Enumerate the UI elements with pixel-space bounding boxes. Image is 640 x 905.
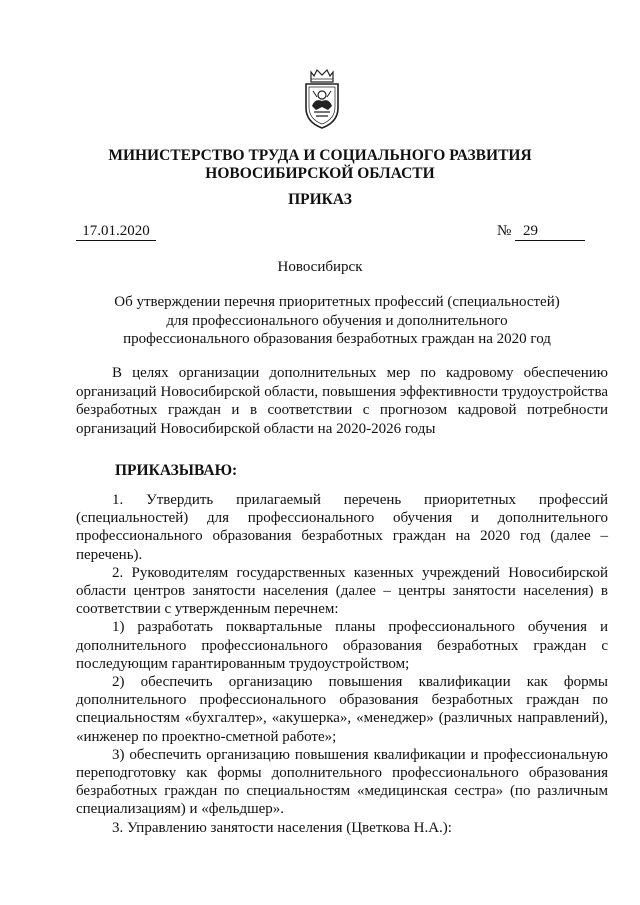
coat-of-arms-icon bbox=[302, 66, 342, 130]
order-item: 2. Руководителям государственных казенных учреждений Новосибирской области центров занятости населения (далее – центры занятости населения) в соответствии с утвержденным перечнем: bbox=[76, 564, 608, 618]
document-subject: Об утверждении перечня приоритетных профессий (специальностей) для профессионального обучения и дополнительного профессионального образования безработных граждан на 2020 год bbox=[114, 294, 560, 347]
order-items bbox=[76, 491, 608, 837]
order-item: 1) разработать поквартальные планы профессионального обучения и дополнительного профессионального образования безработных граждан с последующим гарантированным трудоустройством; bbox=[76, 619, 608, 672]
document-date: 17.01.2020 bbox=[76, 222, 156, 241]
document-number: 29 bbox=[515, 222, 585, 241]
preamble: В целях организации дополнительных мер по кадровому обеспечению организаций Новосибирской области, повышения эффективности трудоустройства безработных граждан и в соответствии с прогнозом кадровой потребности организаций Новосибирской области на 2020-2026 годы bbox=[76, 365, 608, 437]
order-item: 1. Утвердить прилагаемый перечень приоритетных профессий (специальностей) для профессионального обучения и дополнительного профессионального образования безработных граждан на 2020 год (далее – перечень). bbox=[76, 492, 608, 563]
order-item: 2) обеспечить организацию повышения квалификации как формы дополнительного профессионального образования безработных граждан по специальностям «бухгалтер», «акушерка», «менеджер» (различных направлений), «инженер по проектно-сметной работе»; bbox=[76, 674, 608, 745]
order-item: 3) обеспечить организацию повышения квалификации и профессиональную переподготовку как формы дополнительного профессионального образования безработных граждан по специальностям «медицинская сестра» (по различным специализациям) и «фельдшер». bbox=[76, 746, 608, 818]
number-label: № bbox=[497, 223, 512, 239]
order-item: 3. Управлению занятости населения (Цветкова Н.А.): bbox=[112, 819, 452, 836]
document-type: ПРИКАЗ bbox=[288, 191, 352, 208]
ministry-name-line2: НОВОСИБИРСКОЙ ОБЛАСТИ bbox=[205, 165, 435, 182]
order-word: ПРИКАЗЫВАЮ: bbox=[115, 462, 238, 479]
ministry-name-line1: МИНИСТЕРСТВО ТРУДА И СОЦИАЛЬНОГО РАЗВИТИЯ bbox=[108, 147, 532, 164]
city: Новосибирск bbox=[277, 259, 363, 275]
